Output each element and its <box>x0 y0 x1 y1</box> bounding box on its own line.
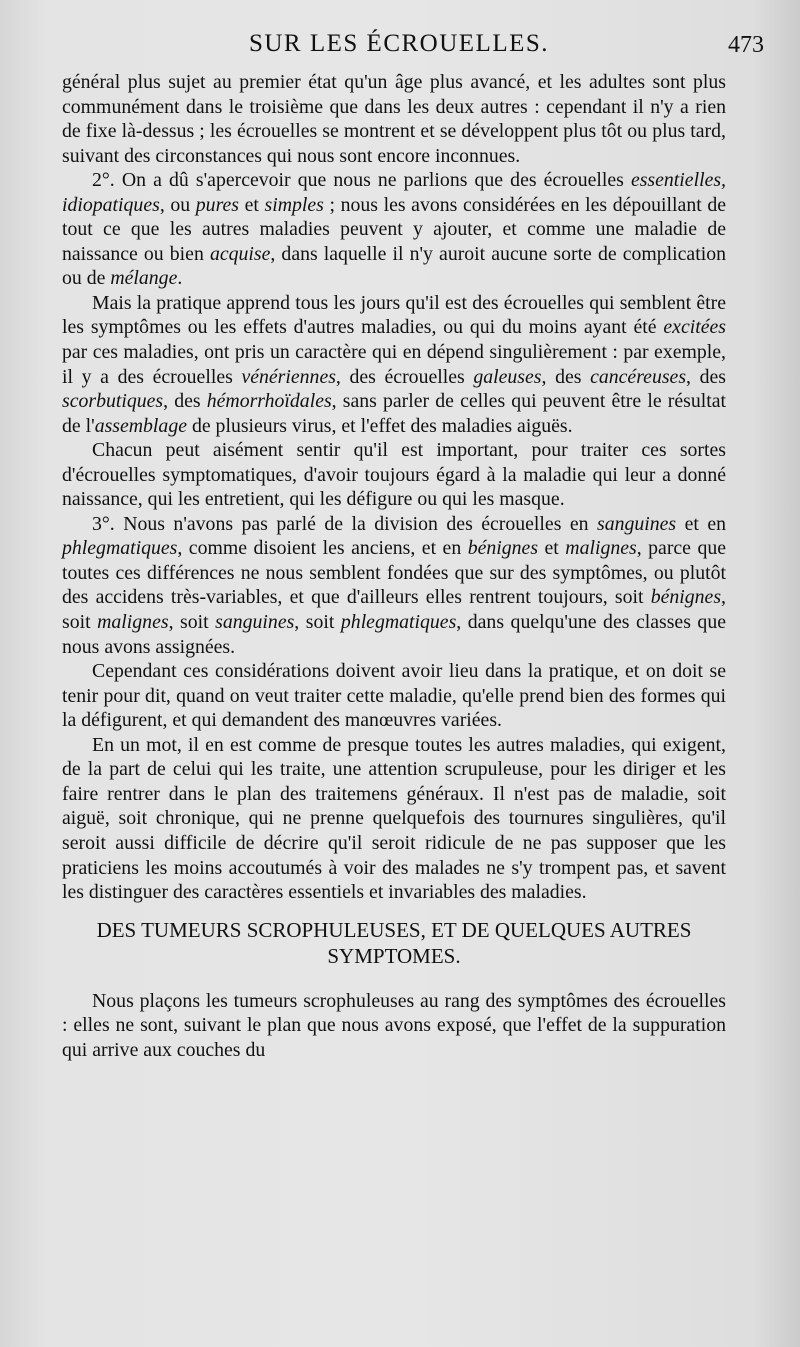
text-run: , soit <box>294 611 341 634</box>
text-run: , des <box>686 365 726 388</box>
page-number: 473 <box>728 32 764 58</box>
italic-text: acquise <box>209 242 271 265</box>
italic-text: scorbutiques <box>62 390 164 413</box>
section-heading-line-1: DES TUMEURS SCROPHULEUSES, ET DE QUELQUES AUTRES <box>96 917 692 942</box>
paragraph <box>62 659 726 733</box>
text-run: En un mot, il en est comme de presque toutes les autres maladies, qui exigent, de la part de celui qui les traite, une attention scrupuleuse, pour les diriger et les faire rentrer dans le plan des traitemens généraux. Il n'est pas de maladie, soit aiguë, soit chronique, qui ne prenne quelquefois des tournures singulières, qu'il seroit aussi difficile de décrire qu'il seroit ridicule de ne pas supposer que les praticiens les moins accoutumés à voir des malades ne s'y trompent pas, et savent les distinguer des caractères essentiels et invariables des maladies. <box>62 733 726 904</box>
text-run: général plus sujet au premier état qu'un âge plus avancé, et les adultes sont plus communément dans le troisième que dans les deux autres : cependant il n'y a rien de fixe là-dessus ; les écrouelles se montrent et se développent plus tôt ou plus tard, suivant des circonstances qui nous sont encore inconnues. <box>62 71 726 167</box>
text-run: , sans parler de celles qui peuvent être le résultat de l' <box>62 390 726 437</box>
paragraph <box>62 733 726 905</box>
text-run: , parce que toutes ces différences ne nous semblent fondées que sur des symptômes, ou plutôt des accidens très-variables, et que d'ailleurs elles rentrent toujours, soit <box>62 537 726 609</box>
italic-text: assemblage <box>94 414 187 437</box>
text-run: et <box>239 193 265 216</box>
text-run: et en <box>676 512 726 535</box>
italic-text: essentielles, idiopatiques <box>62 169 726 216</box>
italic-text: sanguines <box>215 611 295 634</box>
text-run: , des écrouelles <box>335 365 474 388</box>
text-run: Cependant ces considérations doivent avoir lieu dans la pratique, et on doit se tenir pour dit, quand on veut traiter cette maladie, qu'elle prend bien des formes qui la défigurent, et qui demandent des manœuvres variées. <box>62 660 726 732</box>
running-head-title: SUR LES ÉCROUELLES. <box>248 30 550 57</box>
text-run: , dans quelqu'une des classes que nous avons assignées. <box>62 611 726 658</box>
text-run: ; nous les avons considérées en les dépouillant de tout ce que les autres maladies peuvent y ajouter, et comme une maladie de naissance ou bien <box>62 193 726 265</box>
paragraphs <box>62 70 726 905</box>
paragraph <box>62 70 726 168</box>
body-text <box>62 70 726 1062</box>
section-heading <box>62 917 726 969</box>
italic-text: phlegmatiques <box>62 537 178 560</box>
text-run: , ou <box>159 193 196 216</box>
text-run: , soit <box>168 611 216 634</box>
italic-text: bénignes <box>650 586 722 609</box>
text-run: , dans laquelle il n'y auroit aucune sorte de complication ou de <box>62 242 726 290</box>
italic-text: simples <box>264 193 324 216</box>
paragraph <box>62 438 726 512</box>
italic-text: phlegmatiques <box>340 611 457 634</box>
italic-text: bénignes <box>467 537 539 560</box>
italic-text: mélange <box>110 267 178 290</box>
text-run: , comme disoient les anciens, et en <box>177 537 468 560</box>
paragraph <box>62 291 726 438</box>
running-head <box>60 30 764 64</box>
text-run: , soit <box>62 586 726 634</box>
text-run: par ces maladies, ont pris un caractère qui en dépend singulièrement : par exemple, il y a des écrouelles <box>62 341 726 388</box>
text-run: et <box>538 537 566 560</box>
italic-text: vénériennes <box>241 365 336 388</box>
paragraph <box>62 168 726 291</box>
text-run: Mais la pratique apprend tous les jours qu'il est des écrouelles qui semblent être les symptômes ou les effets d'autres maladies, ou qui du moins ayant été <box>62 291 726 339</box>
paragraph <box>62 512 726 659</box>
italic-text: malignes <box>565 537 637 560</box>
italic-text: hémorrhoïdales <box>206 390 332 413</box>
text-run: 2°. On a dû s'apercevoir que nous ne parlions que des écrouelles <box>92 169 631 192</box>
text-run: de plusieurs virus, et l'effet des maladies aiguës. <box>187 414 573 437</box>
italic-text: galeuses <box>473 365 542 388</box>
text-run: , des <box>163 390 207 413</box>
italic-text: malignes <box>97 611 169 634</box>
text-run: 3°. Nous n'avons pas parlé de la division des écrouelles en <box>92 512 597 535</box>
italic-text: sanguines <box>597 512 677 535</box>
text-run: Chacun peut aisément sentir qu'il est important, pour traiter ces sortes d'écrouelles symptomatiques, d'avoir toujours égard à la maladie qui leur a donné naissance, qui les entretient, qui les défigure ou qui les masque. <box>62 439 726 511</box>
text-run: . <box>177 267 183 290</box>
italic-text: excitées <box>663 316 726 339</box>
text-run: , des <box>541 365 591 388</box>
italic-text: cancéreuses <box>590 365 687 388</box>
section-heading-line-2: SYMPTOMES. <box>327 943 461 968</box>
closing-paragraph: Nous plaçons les tumeurs scrophuleuses au rang des symptômes des écrouelles : elles ne sont, suivant le plan que nous avons exposé, que l'effet de la suppuration qui arrive aux couches du <box>62 989 726 1061</box>
italic-text: pures <box>195 193 240 216</box>
